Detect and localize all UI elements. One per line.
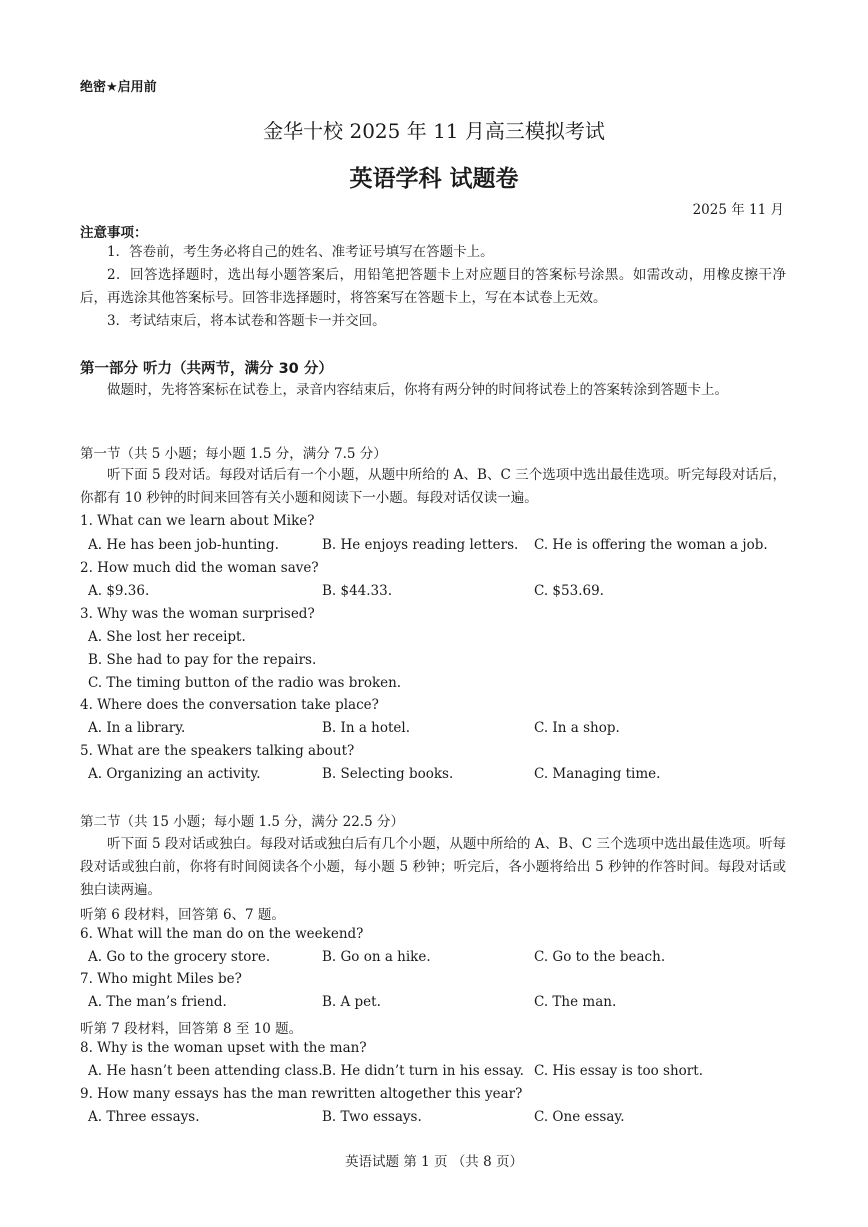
q7-option-a: A. The man’s friend.: [88, 994, 227, 1010]
notice-item-1: 1．答卷前，考生务必将自己的姓名、准考证号填写在答题卡上。: [107, 244, 494, 260]
question-8: 8. Why is the woman upset with the man?: [80, 1040, 367, 1056]
q7-option-b: B. A pet.: [322, 994, 381, 1010]
q1-option-c: C. He is offering the woman a job.: [534, 537, 768, 553]
part1-instructions: 做题时，先将答案标在试卷上，录音内容结束后，你将有两分钟的时间将试卷上的答案转涂到答题卡上。: [107, 382, 728, 398]
q3-option-a: A. She lost her receipt.: [88, 629, 246, 645]
q9-option-a: A. Three essays.: [88, 1109, 200, 1125]
q6-option-b: B. Go on a hike.: [322, 949, 431, 965]
q2-option-a: A. $9.36.: [88, 583, 150, 599]
section2-instructions: 听下面 5 段对话或独白。每段对话或独白后有几个小题，从题中所给的 A、B、C 三个选项中选出最佳选项。听每段对话或独白前，你将有时间阅读各个小题，每小题 5 秒钟；听完后，各小题将给出 5 秒钟的作答时间。每段对话或独白读两遍。: [80, 836, 786, 898]
section2-heading: 第二节（共 15 小题；每小题 1.5 分，满分 22.5 分）: [80, 814, 404, 830]
q5-option-a: A. Organizing an activity.: [88, 766, 261, 782]
question-9: 9. How many essays has the man rewritten altogether this year?: [80, 1086, 523, 1102]
section1-instructions: 听下面 5 段对话。每段对话后有一个小题，从题中所给的 A、B、C 三个选项中选出最佳选项。听完每段对话后，你都有 10 秒钟的时间来回答有关小题和阅读下一小题。每段对话仅读一遍。: [80, 467, 786, 506]
part1-heading: 第一部分 听力（共两节，满分 30 分）: [80, 361, 333, 377]
q4-option-c: C. In a shop.: [534, 720, 620, 736]
question-7: 7. Who might Miles be?: [80, 971, 242, 987]
q8-option-a: A. He hasn’t been attending class.: [88, 1063, 323, 1079]
notice-heading: 注意事项：: [80, 225, 148, 241]
q6-option-c: C. Go to the beach.: [534, 949, 666, 965]
question-1: 1. What can we learn about Mike?: [80, 513, 315, 529]
q9-option-c: C. One essay.: [534, 1109, 625, 1125]
question-5: 5. What are the speakers talking about?: [80, 743, 355, 759]
notice-item-3: 3．考试结束后，将本试卷和答题卡一并交回。: [107, 313, 386, 329]
exam-subtitle: 英语学科 试题卷: [349, 166, 519, 192]
q7-option-c: C. The man.: [534, 994, 617, 1010]
q8-option-c: C. His essay is too short.: [534, 1063, 703, 1079]
q6-option-a: A. Go to the grocery store.: [88, 949, 271, 965]
q4-option-a: A. In a library.: [88, 720, 186, 736]
q1-option-b: B. He enjoys reading letters.: [322, 537, 519, 553]
q5-option-b: B. Selecting books.: [322, 766, 454, 782]
q3-option-b: B. She had to pay for the repairs.: [88, 652, 317, 668]
q4-option-b: B. In a hotel.: [322, 720, 411, 736]
question-6: 6. What will the man do on the weekend?: [80, 926, 364, 942]
q1-option-a: A. He has been job-hunting.: [88, 537, 279, 553]
notice-item-2: 2．回答选择题时，选出每小题答案后，用铅笔把答题卡上对应题目的答案标号涂黑。如需改动，用橡皮擦干净后，再选涂其他答案标号。回答非选择题时，将答案写在答题卡上，写在本试卷上无效。: [80, 267, 786, 306]
q2-option-c: C. $53.69.: [534, 583, 604, 599]
page-footer: 英语试题 第 1 页 （共 8 页）: [345, 1154, 523, 1170]
question-2: 2. How much did the woman save?: [80, 560, 319, 576]
material-6-note: 听第 6 段材料，回答第 6、7 题。: [80, 907, 285, 923]
q8-option-b: B. He didn’t turn in his essay.: [322, 1063, 524, 1079]
section1-heading: 第一节（共 5 小题；每小题 1.5 分，满分 7.5 分）: [80, 446, 387, 462]
exam-date: 2025 年 11 月: [692, 202, 784, 218]
q2-option-b: B. $44.33.: [322, 583, 393, 599]
q5-option-c: C. Managing time.: [534, 766, 661, 782]
question-4: 4. Where does the conversation take place?: [80, 697, 379, 713]
exam-title: 金华十校 2025 年 11 月高三模拟考试: [263, 119, 605, 143]
q3-option-c: C. The timing button of the radio was broken.: [88, 675, 402, 691]
q9-option-b: B. Two essays.: [322, 1109, 422, 1125]
confidential-label: 绝密★启用前: [80, 80, 157, 95]
question-3: 3. Why was the woman surprised?: [80, 606, 315, 622]
material-7-note: 听第 7 段材料，回答第 8 至 10 题。: [80, 1021, 303, 1037]
